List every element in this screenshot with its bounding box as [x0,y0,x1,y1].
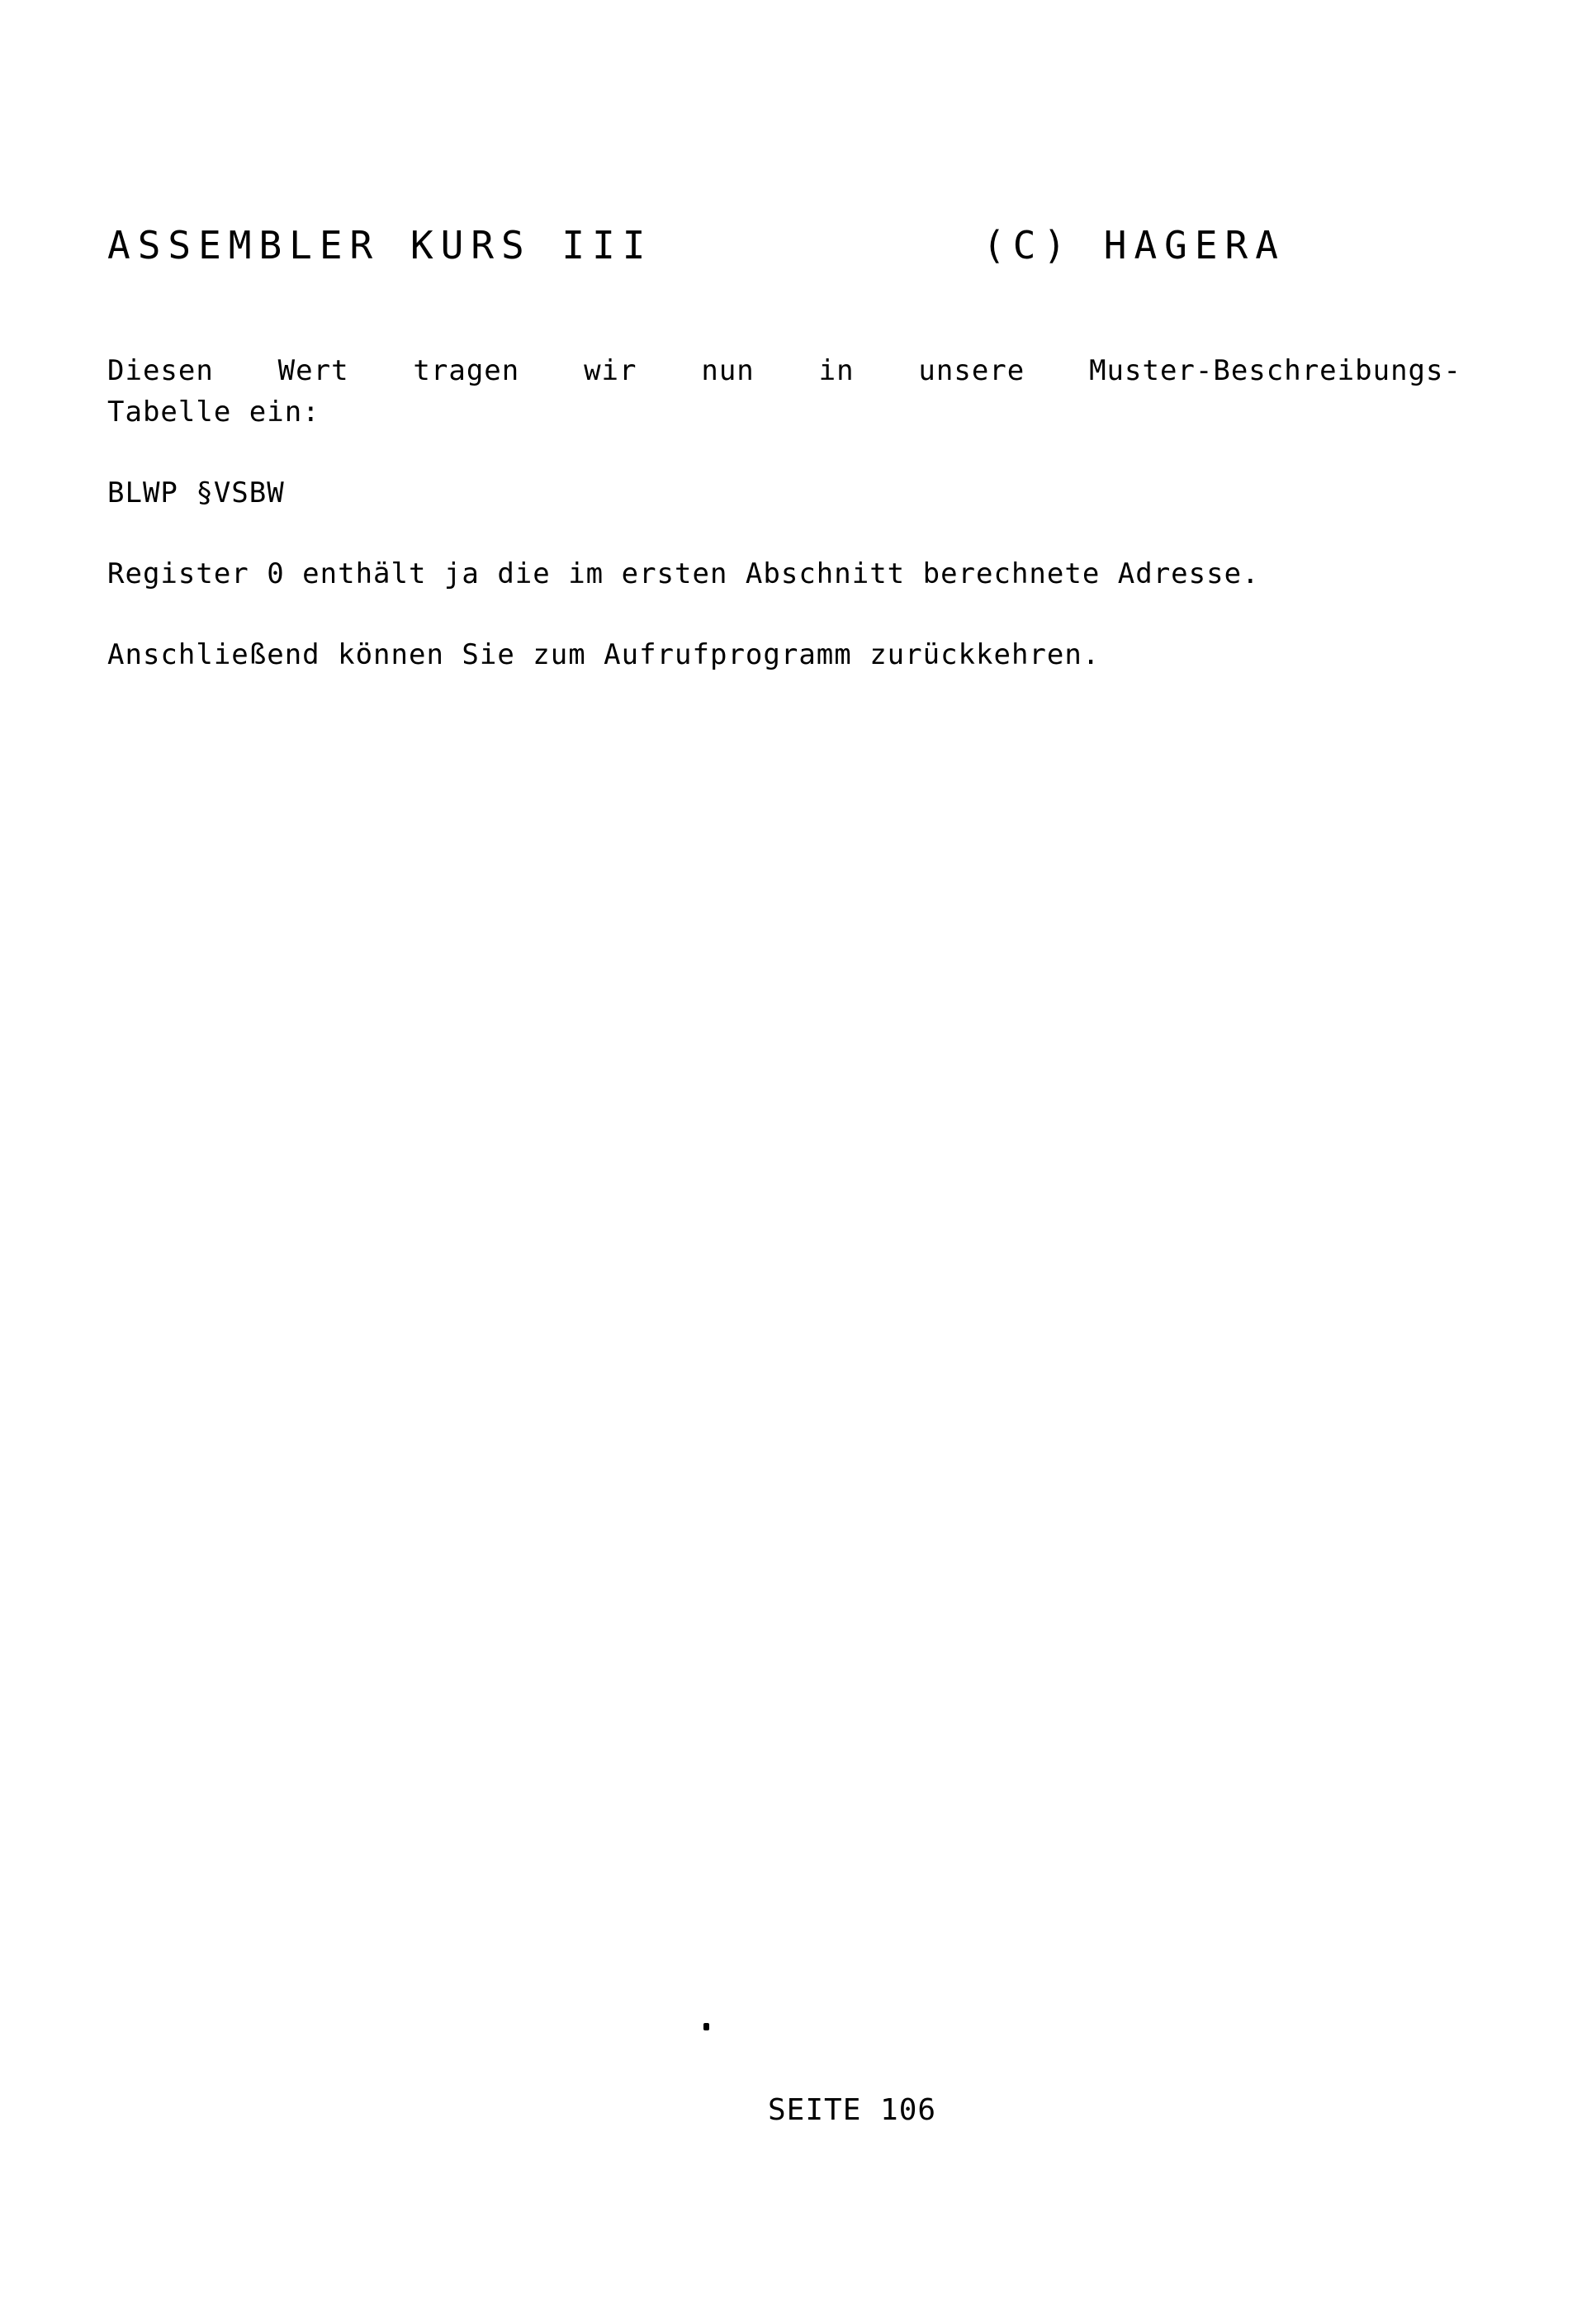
word: unsere [918,354,1025,387]
ink-dot [703,2023,709,2030]
word: tragen [413,354,520,387]
page-header [107,225,1395,266]
code-line: BLWP §VSBW [107,476,285,509]
word: nun [701,354,755,387]
paragraph-line-1 [107,350,1461,391]
register-paragraph: Register 0 enthält ja die im ersten Abschnitt berechnete Adresse. [107,557,1260,590]
word: wir [584,354,637,387]
word: Diesen [107,354,214,387]
word: in [818,354,855,387]
word: Wert [277,354,349,387]
word: Muster-Beschreibungs- [1089,354,1461,387]
page-number: SEITE 106 [768,2093,937,2127]
copyright-notice: (C) HAGERA [983,223,1286,268]
return-paragraph: Anschließend können Sie zum Aufrufprogramm zurückkehren. [107,638,1101,671]
paragraph-line-2: Tabelle ein: [107,396,320,429]
course-title: ASSEMBLER KURS III [107,223,653,268]
